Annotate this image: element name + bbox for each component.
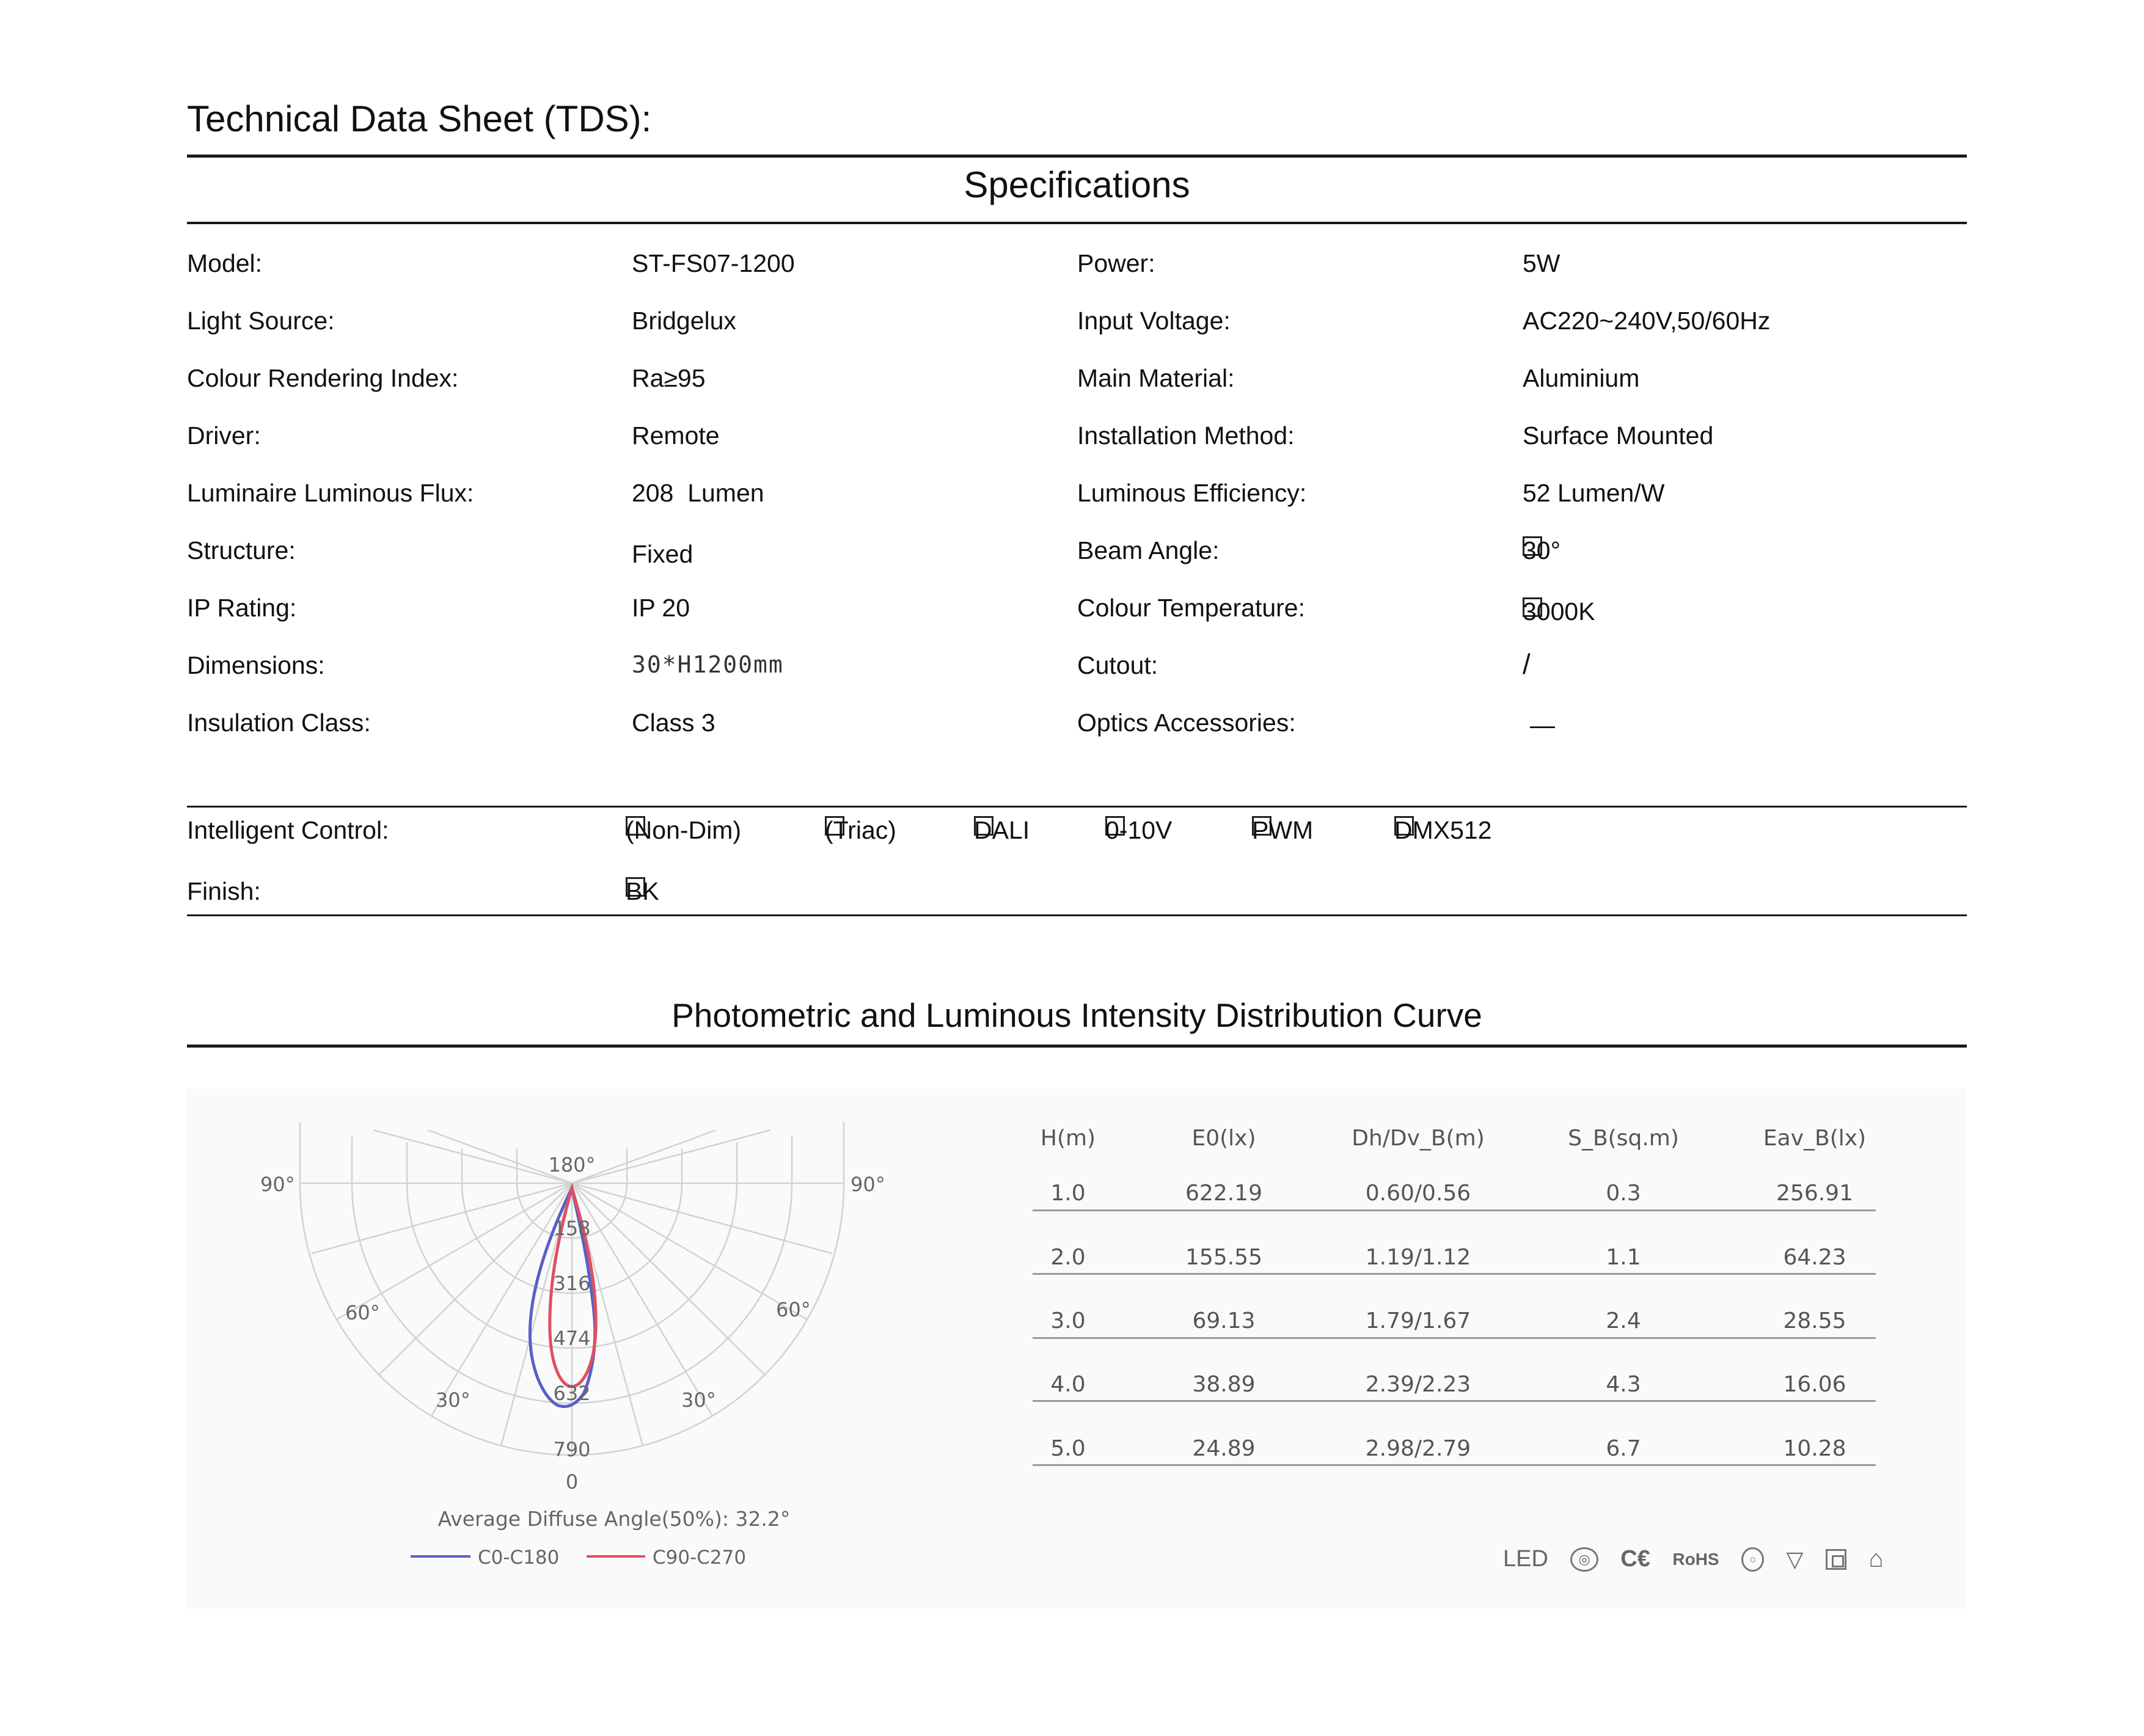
radial-label: 474 xyxy=(553,1327,591,1350)
spec-row-driver xyxy=(187,421,1967,479)
rohs-mark: RoHS xyxy=(1672,1549,1719,1569)
diffuse-angle-caption: Average Diffuse Angle(50%): 32.2° xyxy=(437,1507,791,1531)
table-header: E0(lx) xyxy=(1191,1126,1256,1151)
spec-value: 30*H1200mm xyxy=(632,651,784,678)
radial-label: 632 xyxy=(553,1382,591,1405)
spec-value: — xyxy=(1530,711,1555,739)
option-label: DALI xyxy=(974,816,1030,844)
spec-label: Model: xyxy=(187,249,263,277)
spec-value: 3000K xyxy=(1523,597,1595,625)
spec-label: Luminaire Luminous Flux: xyxy=(187,479,474,507)
spec-row-model xyxy=(187,249,1967,307)
option-label: DMX512 xyxy=(1394,816,1492,844)
photometric-divider xyxy=(187,1045,1967,1048)
table-cell: 28.55 xyxy=(1783,1308,1846,1333)
table-cell: 3.0 xyxy=(1050,1308,1086,1333)
certification-marks xyxy=(1503,1545,1900,1573)
table-cell: 0.60/0.56 xyxy=(1365,1181,1471,1206)
spec-row-light-source xyxy=(187,307,1967,364)
spec-row-insulation xyxy=(187,709,1967,766)
table-cell: 1.1 xyxy=(1606,1245,1641,1270)
spec-row-dimensions xyxy=(187,648,1967,709)
table-cell: 2.39/2.23 xyxy=(1365,1372,1471,1397)
intelligent-control-row xyxy=(187,816,1967,873)
spec-value: Remote xyxy=(632,421,720,450)
table-header: Eav_B(lx) xyxy=(1763,1126,1867,1151)
table-cell: 6.7 xyxy=(1606,1436,1641,1461)
spec-value: 5W xyxy=(1523,249,1560,277)
spec-label: Main Material: xyxy=(1077,364,1235,392)
spec-row-cri xyxy=(187,364,1967,421)
spec-value: 30° xyxy=(1523,536,1561,564)
table-cell: 0.3 xyxy=(1606,1181,1641,1206)
spec-label: Light Source: xyxy=(187,307,335,335)
spec-label: Luminous Efficiency: xyxy=(1077,479,1307,507)
spec-label: IP Rating: xyxy=(187,594,297,622)
spec-label: Installation Method: xyxy=(1077,421,1295,450)
spec-label: Driver: xyxy=(187,421,261,450)
table-cell: 5.0 xyxy=(1050,1436,1086,1461)
table-cell: 155.55 xyxy=(1185,1245,1262,1270)
option-label: (Non-Dim) xyxy=(626,816,742,844)
spec-label: Cutout: xyxy=(1077,651,1158,679)
spec-value: / xyxy=(1523,648,1531,680)
angle-label-left-60: 60° xyxy=(345,1301,380,1324)
angle-label-right-60: 60° xyxy=(776,1298,811,1321)
spec-value: Aluminium xyxy=(1523,364,1640,392)
table-row-divider xyxy=(1033,1337,1876,1339)
angle-label-right-90: 90° xyxy=(851,1173,885,1196)
polar-spoke xyxy=(572,1130,770,1183)
option-label: 0-10V xyxy=(1105,816,1173,844)
table-cell: 10.28 xyxy=(1783,1436,1846,1461)
angle-label-left-90: 90° xyxy=(260,1173,295,1196)
table-header: Dh/Dv_B(m) xyxy=(1352,1126,1485,1151)
spec-label: Power: xyxy=(1077,249,1155,277)
legend-label-c90-c270: C90-C270 xyxy=(653,1547,747,1569)
angle-label-left-30: 30° xyxy=(436,1388,470,1412)
table-cell: 2.0 xyxy=(1050,1245,1086,1270)
photometric-heading: Photometric and Luminous Intensity Distribution Curve xyxy=(671,996,1482,1034)
finish-label: Finish: xyxy=(187,877,261,905)
table-cell: 1.19/1.12 xyxy=(1365,1245,1471,1270)
spec-row-luminous-flux xyxy=(187,479,1967,536)
table-cell: 64.23 xyxy=(1783,1245,1846,1270)
title-divider xyxy=(187,155,1967,158)
table-cell: 38.89 xyxy=(1192,1372,1256,1397)
indoor-use-icon: ⌂ xyxy=(1868,1545,1884,1573)
spec-label: Dimensions: xyxy=(187,651,325,679)
spec-label: Beam Angle: xyxy=(1077,536,1220,564)
table-cell: 69.13 xyxy=(1192,1308,1256,1333)
spec-value: 208 Lumen xyxy=(632,479,764,507)
radial-label: 790 xyxy=(553,1438,591,1461)
table-row-divider xyxy=(1033,1209,1876,1211)
table-cell: 16.06 xyxy=(1783,1372,1846,1397)
specifications-heading: Specifications xyxy=(964,164,1190,205)
finish-row xyxy=(187,877,1967,935)
table-row-divider xyxy=(1033,1273,1876,1275)
angle-label-right-30: 30° xyxy=(681,1388,716,1412)
polar-distribution-chart xyxy=(187,1089,981,1609)
spec-label: Colour Rendering Index: xyxy=(187,364,459,392)
control-divider-top xyxy=(187,806,1967,808)
led-mark: LED xyxy=(1503,1546,1548,1572)
table-cell: 4.3 xyxy=(1606,1372,1641,1397)
table-cell: 2.4 xyxy=(1606,1308,1641,1333)
spec-label: Structure: xyxy=(187,536,296,564)
spec-value: Class 3 xyxy=(632,709,715,737)
spec-value: Surface Mounted xyxy=(1523,421,1714,450)
specifications-divider xyxy=(187,222,1967,224)
class-ii-icon xyxy=(1826,1549,1846,1570)
table-cell: 1.79/1.67 xyxy=(1365,1308,1471,1333)
spec-row-ip-rating xyxy=(187,594,1967,651)
spec-value: Fixed xyxy=(632,540,693,568)
angle-label-0: 0 xyxy=(565,1470,579,1493)
table-cell: 622.19 xyxy=(1185,1181,1262,1206)
table-header: H(m) xyxy=(1040,1126,1096,1151)
document-title: Technical Data Sheet (TDS): xyxy=(187,98,652,139)
table-row-divider xyxy=(1033,1400,1876,1402)
polar-spoke xyxy=(312,1183,572,1253)
radial-label: 158 xyxy=(553,1217,591,1240)
table-cell: 256.91 xyxy=(1776,1181,1853,1206)
spec-value: AC220~240V,50/60Hz xyxy=(1523,307,1771,335)
f-mark-icon: ▽ xyxy=(1786,1546,1804,1572)
spec-value: Bridgelux xyxy=(632,307,736,335)
spec-value: ST-FS07-1200 xyxy=(632,249,795,277)
table-cell: 24.89 xyxy=(1192,1436,1256,1461)
control-divider-bottom xyxy=(187,914,1967,916)
polar-spoke xyxy=(373,1130,572,1183)
intelligent-control-label: Intelligent Control: xyxy=(187,816,389,844)
legend-label-c0-c180: C0-C180 xyxy=(478,1547,560,1569)
spec-label: Colour Temperature: xyxy=(1077,594,1305,622)
radial-label: 316 xyxy=(553,1272,591,1295)
angle-label-180: 180° xyxy=(548,1153,596,1176)
spec-value: 52 Lumen/W xyxy=(1523,479,1665,507)
table-cell: 4.0 xyxy=(1050,1372,1086,1397)
option-label: BK xyxy=(626,877,659,905)
table-header: S_B(sq.m) xyxy=(1568,1126,1679,1151)
polar-spoke xyxy=(572,1183,832,1253)
cqc-mark-icon: ○ xyxy=(1741,1547,1764,1572)
spec-row-structure xyxy=(187,536,1967,594)
table-cell: 1.0 xyxy=(1050,1181,1086,1206)
option-label: PWM xyxy=(1252,816,1314,844)
spec-value: Ra≥95 xyxy=(632,364,706,392)
table-cell: 2.98/2.79 xyxy=(1365,1436,1471,1461)
option-label: (Triac) xyxy=(825,816,896,844)
spec-label: Input Voltage: xyxy=(1077,307,1231,335)
spec-label: Insulation Class: xyxy=(187,709,371,737)
spec-value: IP 20 xyxy=(632,594,690,622)
ce-mark: C€ xyxy=(1620,1546,1650,1572)
ccc-mark-icon: ◎ xyxy=(1570,1547,1598,1572)
table-row-divider xyxy=(1033,1464,1876,1466)
spec-label: Optics Accessories: xyxy=(1077,709,1296,737)
